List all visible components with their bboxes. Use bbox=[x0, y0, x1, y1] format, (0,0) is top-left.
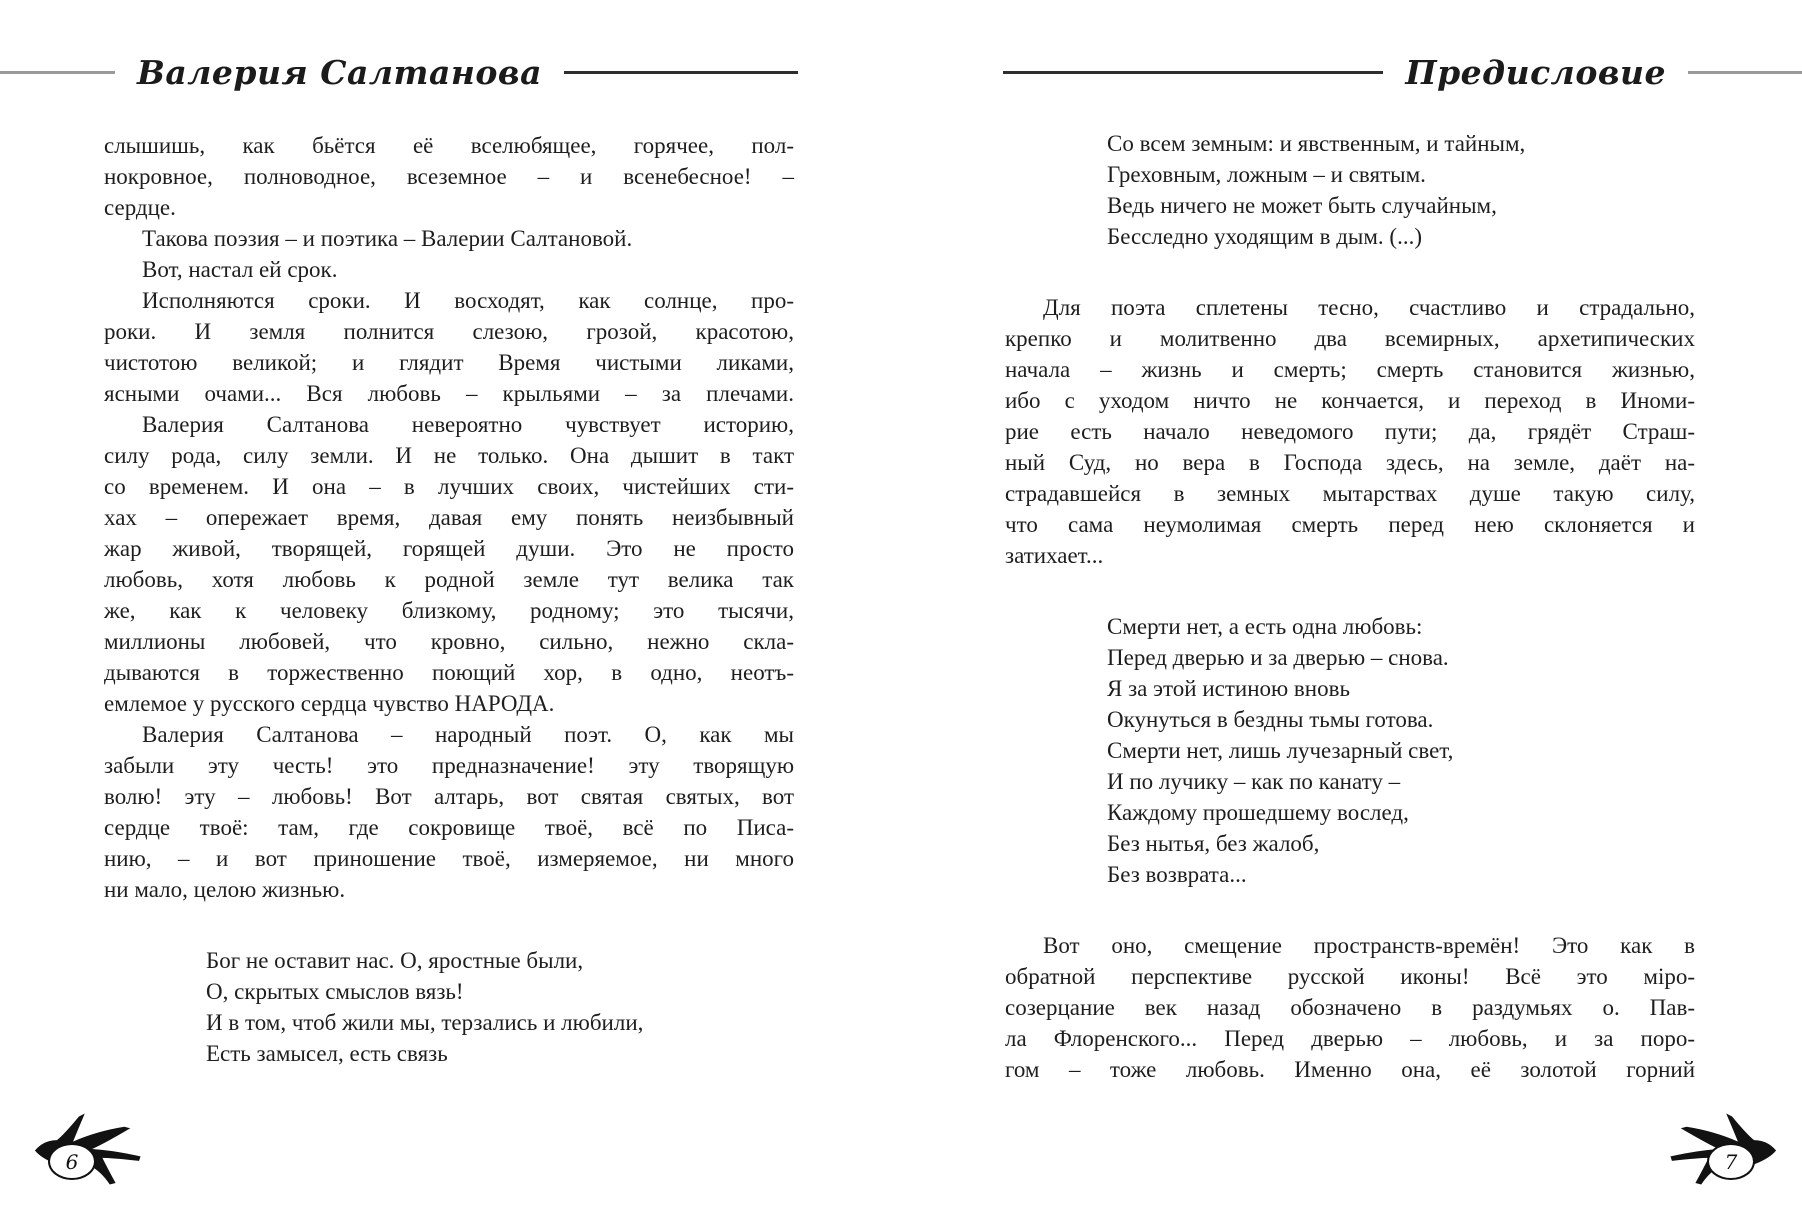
running-title-author: Валерия Салтанова bbox=[137, 52, 542, 92]
text-line: же, как к человеку близкому, родному; это тысячи, bbox=[104, 598, 794, 623]
text-line: И в том, чтоб жили мы, терзались и любили, bbox=[206, 1010, 644, 1035]
paragraph-block bbox=[104, 130, 794, 223]
text-line: хах – опережает время, давая ему понять неизбывный bbox=[104, 505, 794, 530]
text-line: затихает... bbox=[1005, 543, 1104, 568]
text-line: дываются в торжественно поющий хор, в одно, неотъ- bbox=[104, 660, 794, 685]
page-number-value: 7 bbox=[1724, 1149, 1738, 1174]
text-line: чистотою великой; и глядит Время чистыми ликами, bbox=[104, 350, 794, 375]
text-line: гом – тоже любовь. Именно она, её золотой горний bbox=[1005, 1057, 1695, 1082]
text-line: Вот, настал ей срок. bbox=[142, 257, 338, 282]
text-line: Греховным, ложным – и святым. bbox=[1107, 162, 1426, 187]
text-line: созерцание век назад обозначено в раздумьях о. Пав- bbox=[1005, 995, 1695, 1020]
paragraph-block bbox=[104, 285, 794, 409]
header-rule-right bbox=[1688, 71, 1802, 74]
header-rule-left bbox=[0, 71, 115, 74]
text-line: крепко и молитвенно два всемирных, архетипических bbox=[1005, 326, 1695, 351]
text-line: Ведь ничего не может быть случайным, bbox=[1107, 193, 1497, 218]
text-line: обратной перспективе русской иконы! Всё это міро- bbox=[1005, 964, 1695, 989]
text-line: роки. И земля полнится слезою, грозой, красотою, bbox=[104, 319, 794, 344]
text-line: забыли эту честь! это предназначение! эту творящую bbox=[104, 753, 794, 778]
page-number bbox=[1707, 1143, 1755, 1180]
text-line: ла Флоренского... Перед дверью – любовь, и за поро- bbox=[1005, 1026, 1695, 1051]
text-line: ни мало, целою жизнью. bbox=[104, 877, 346, 902]
verse-block bbox=[1005, 611, 1695, 890]
verse-block bbox=[104, 945, 794, 1069]
paragraph-block bbox=[1005, 930, 1695, 1085]
text-line: Каждому прошедшему вослед, bbox=[1107, 800, 1409, 825]
text-line: Окунуться в бездны тьмы готова. bbox=[1107, 707, 1434, 732]
text-line: нию, – и вот приношение твоё, измеряемое, ни много bbox=[104, 846, 794, 871]
right-page bbox=[901, 0, 1802, 1213]
text-line: любовь, хотя любовь к родной земле тут велика так bbox=[104, 567, 794, 592]
text-line: Такова поэзия – и поэтика – Валерии Салтановой. bbox=[142, 226, 633, 251]
paragraph-block bbox=[104, 254, 794, 285]
text-line: слышишь, как бьётся её вселюбящее, горячее, пол- bbox=[104, 133, 794, 158]
page-number-value: 6 bbox=[65, 1149, 79, 1174]
text-line: рие есть начало неведомого пути; да, грядёт Страш- bbox=[1005, 419, 1695, 444]
text-line: Я за этой истиною вновь bbox=[1107, 676, 1350, 701]
text-line: Смерти нет, а есть одна любовь: bbox=[1107, 614, 1423, 639]
text-line: что сама неумолимая смерть перед нею склоняется и bbox=[1005, 512, 1695, 537]
text-line: Бог не оставит нас. О, яростные были, bbox=[206, 948, 584, 973]
text-line: И по лучику – как по канату – bbox=[1107, 769, 1401, 794]
verse-block bbox=[1005, 128, 1695, 252]
text-line: Со всем земным: и явственным, и тайным, bbox=[1107, 131, 1526, 156]
page-number bbox=[48, 1143, 96, 1180]
text-line: Вот оно, смещение пространств-времён! Это как в bbox=[1043, 933, 1695, 958]
text-line: Бесследно уходящим в дым. (...) bbox=[1107, 224, 1423, 249]
text-line: емлемое у русского сердца чувство НАРОДА. bbox=[104, 691, 555, 716]
right-text-column bbox=[1005, 128, 1695, 1085]
text-line: сердце твоё: там, где сокровище твоё, всё по Писа- bbox=[104, 815, 794, 840]
paragraph-block bbox=[104, 223, 794, 254]
text-line: Перед дверью и за дверью – снова. bbox=[1107, 645, 1449, 670]
text-line: О, скрытых смыслов вязь! bbox=[206, 979, 464, 1004]
text-line: Без возврата... bbox=[1107, 862, 1247, 887]
header-rule-right bbox=[564, 71, 798, 74]
text-line: страдавшейся в земных мытарствах душе такую силу, bbox=[1005, 481, 1695, 506]
text-line: Валерия Салтанова – народный поэт. О, как мы bbox=[142, 722, 794, 747]
text-line: ибо с уходом ничто не кончается, и переход в Иноми- bbox=[1005, 388, 1695, 413]
running-title-chapter: Предисловие bbox=[1405, 52, 1666, 92]
left-text-column bbox=[104, 130, 794, 1109]
paragraph-block bbox=[104, 719, 794, 905]
text-line: начала – жизнь и смерть; смерть становится жизнью, bbox=[1005, 357, 1695, 382]
text-line: Для поэта сплетены тесно, счастливо и страдально, bbox=[1043, 295, 1695, 320]
text-line: Без нытья, без жалоб, bbox=[1107, 831, 1320, 856]
text-line: Есть замысел, есть связь bbox=[206, 1041, 448, 1066]
text-line: ясными очами... Вся любовь – крыльями – за плечами. bbox=[104, 381, 794, 406]
paragraph-block bbox=[104, 409, 794, 719]
text-line: сердце. bbox=[104, 195, 176, 220]
text-line: жар живой, творящей, горящей души. Это не просто bbox=[104, 536, 794, 561]
header-rule-left bbox=[1003, 71, 1383, 74]
text-line: Исполняются сроки. И восходят, как солнце, про- bbox=[142, 288, 794, 313]
text-line: Валерия Салтанова невероятно чувствует историю, bbox=[142, 412, 794, 437]
text-line: ный Суд, но вера в Господа здесь, на земле, даёт на- bbox=[1005, 450, 1695, 475]
text-line: силу рода, силу земли. И не только. Она дышит в такт bbox=[104, 443, 794, 468]
text-line: нокровное, полноводное, всеземное – и всенебесное! – bbox=[104, 164, 794, 189]
paragraph-block bbox=[1005, 292, 1695, 571]
text-line: со временем. И она – в лучших своих, чистейших сти- bbox=[104, 474, 794, 499]
text-line: волю! эту – любовь! Вот алтарь, вот святая святых, вот bbox=[104, 784, 794, 809]
text-line: миллионы любовей, что кровно, сильно, нежно скла- bbox=[104, 629, 794, 654]
right-running-head bbox=[1003, 50, 1802, 94]
text-line: Смерти нет, лишь лучезарный свет, bbox=[1107, 738, 1454, 763]
left-running-head bbox=[0, 50, 798, 94]
